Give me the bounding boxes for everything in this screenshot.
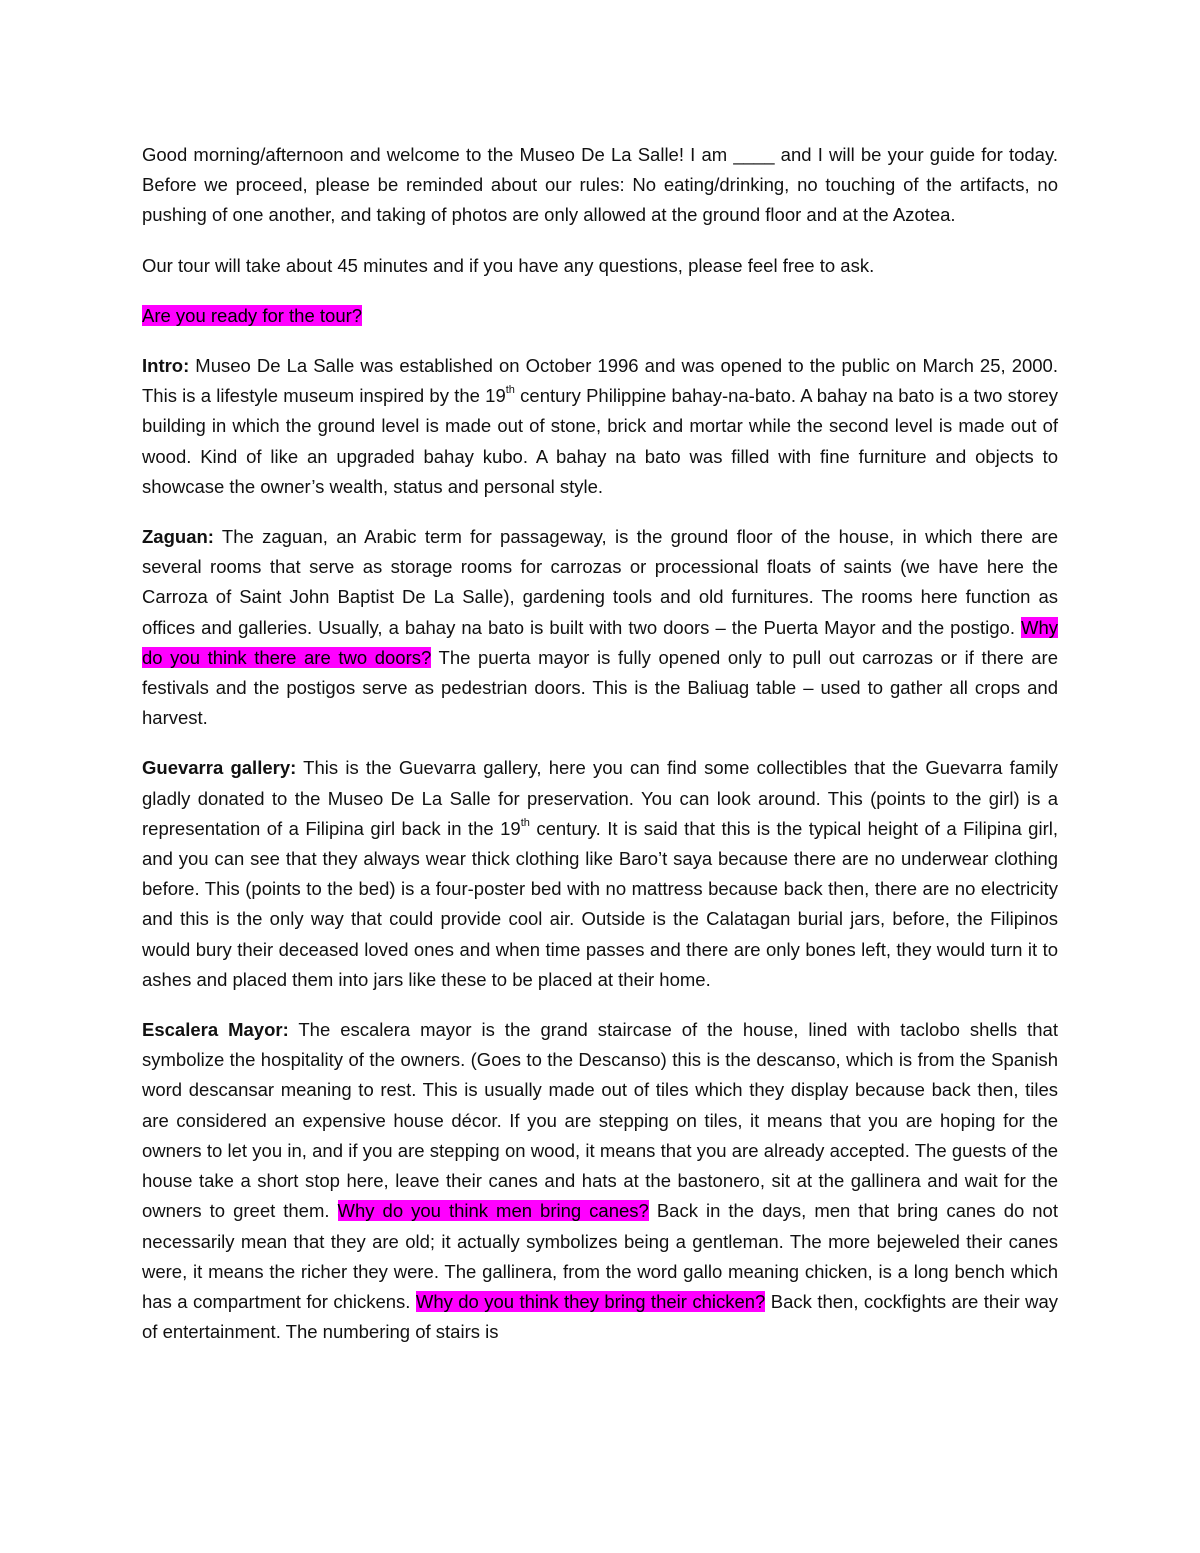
ready-question-paragraph	[142, 301, 1058, 331]
intro-text-a: Museo De La Salle was established on October 1996 and was opened to the public on March 25, 2000. This is a lifestyle museum inspired by the 19	[142, 355, 1058, 407]
guevarra-label: Guevarra gallery:	[142, 757, 297, 779]
intro-superscript: th	[505, 384, 515, 397]
escalera-text-b: Back in the days, men that bring canes do not necessarily mean that they are old; it actually symbolizes being a gentleman. The more bejeweled their canes were, it means the richer they were. The gallinera, from the word gallo meaning chicken, is a long bench which has a compartment for chickens.	[142, 1200, 1058, 1312]
escalera-text-a: The escalera mayor is the grand staircase of the house, lined with taclobo shells that symbolize the hospitality of the owners. (Goes to the Descanso) this is the descanso, which is from the Spanish word descansar meaning to rest. This is usually made out of tiles which they display because back then, tiles are considered an expensive house décor. If you are stepping on tiles, it means that you are hoping for the owners to let you in, and if you are stepping on wood, it means that you are already accepted. The guests of the house take a short stop here, leave their canes and hats at the bastonero, sit at the gallinera and wait for the owners to greet them.	[142, 1019, 1058, 1222]
ready-question-highlight: Are you ready for the tour?	[142, 304, 363, 326]
escalera-question-chicken-highlight: Why do you think they bring their chicken?	[415, 1290, 766, 1312]
zaguan-label: Zaguan:	[142, 526, 214, 548]
tour-info-paragraph	[142, 251, 1058, 281]
escalera-paragraph	[142, 1015, 1058, 1347]
guevarra-text-a: This is the Guevarra gallery, here you can find some collectibles that the Guevarra family gladly donated to the Museo De La Salle for preservation. You can look around. This (points to the girl) is a representation of a Filipina girl back in the 19	[142, 757, 1058, 839]
guevarra-paragraph	[142, 753, 1058, 995]
intro-paragraph	[142, 351, 1058, 502]
escalera-label: Escalera Mayor:	[142, 1019, 289, 1041]
zaguan-text-a: The zaguan, an Arabic term for passageway, is the ground floor of the house, in which there are several rooms that serve as storage rooms for carrozas or processional floats of saints (we have here the Carroza of Saint John Baptist De La Salle), gardening tools and old furnitures. The rooms here function as offices and galleries. Usually, a bahay na bato is built with two doors – the Puerta Mayor and the postigo.	[142, 526, 1058, 638]
greeting-text: Good morning/afternoon and welcome to the Museo De La Salle! I am ____ and I will be your guide for today. Before we proceed, please be reminded about our rules: No eating/drinking, no touching of the artifacts, no pushing of one another, and taking of photos are only allowed at the ground floor and at the Azotea.	[142, 144, 1058, 226]
guevarra-text-b: century. It is said that this is the typical height of a Filipina girl, and you can see that they always wear thick clothing like Baro’t saya because there are no underwear clothing before. This (points to the bed) is a four-poster bed with no mattress because back then, there are no electricity and this is the only way that could provide cool air. Outside is the Calatagan burial jars, before, the Filipinos would bury their deceased loved ones and when time passes and there are only bones left, they would turn it to ashes and placed them into jars like these to be placed at their home.	[142, 817, 1058, 990]
tour-info-text: Our tour will take about 45 minutes and if you have any questions, please feel free to ask.	[142, 254, 875, 276]
greeting-paragraph	[142, 140, 1058, 231]
document-page	[142, 140, 1058, 1367]
guevarra-superscript: th	[520, 816, 530, 829]
escalera-text-c: Back then, cockfights are their way of entertainment. The numbering of stairs is	[142, 1290, 1059, 1343]
zaguan-text-b: The puerta mayor is fully opened only to pull out carrozas or if there are festivals and the postigos serve as pedestrian doors. This is the Baliuag table – used to gather all crops and harvest.	[142, 646, 1058, 729]
intro-text-b: century Philippine bahay-na-bato. A bahay na bato is a two storey building in which the ground level is made out of stone, brick and mortar while the second level is made out of wood. Kind of like an upgraded bahay kubo. A bahay na bato was filled with fine furniture and objects to showcase the owner’s wealth, status and personal style.	[142, 385, 1058, 497]
zaguan-question-highlight: Why do you think there are two doors?	[142, 616, 1058, 668]
intro-label: Intro:	[142, 355, 190, 377]
zaguan-paragraph	[142, 522, 1058, 733]
escalera-question-canes-highlight: Why do you think men bring canes?	[337, 1200, 649, 1222]
